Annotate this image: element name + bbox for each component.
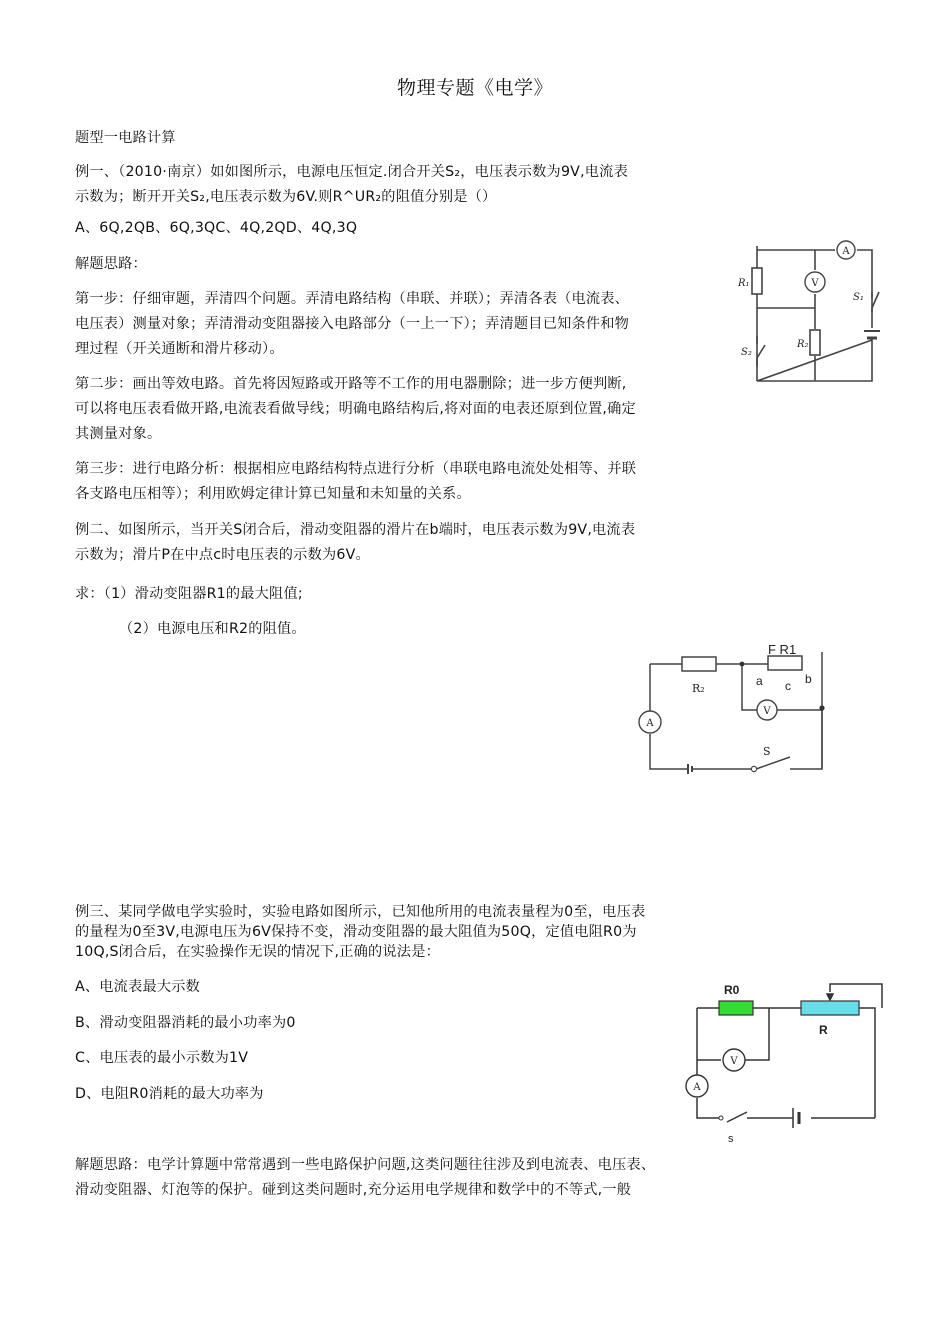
example1-options: A、6Q,2QB、6Q,3QC、4Q,2QD、4Q,3Q [75,220,358,236]
r2-label: R₂ [797,339,809,350]
step3-line: 各支路电压相等）；利用欧姆定律计算已知量和未知量的关系。 [75,486,471,502]
r1-label: R₁ [738,278,750,289]
page-title: 物理专题《电学》 [396,77,553,99]
circuit-diagram-1 [735,232,885,392]
terminal-c-label: c [785,679,791,693]
thinking-label: 解题思路： [75,256,147,272]
ammeter-label: A [646,718,654,729]
step1-line: 电压表）测量对象；弄清滑动变阻器接入电路部分（一上一下）；弄清题目已知条件和物 [75,316,630,332]
terminal-a-label: a [756,674,763,688]
ammeter-label: A [693,1082,701,1093]
example3-line: 10Q,S闭合后，在实验操作无误的情况下,正确的说法是： [75,944,440,960]
example3-option-b: B、滑动变阻器消耗的最小功率为0 [75,1015,296,1031]
example1-line: 示数为；断开开关S₂,电压表示数为6V.则R^UR₂的阻值分别是（） [75,189,497,205]
terminal-b-label: b [805,672,812,686]
ammeter-label: A [842,246,850,257]
rheostat-r [801,1001,859,1015]
voltmeter-label: V [763,706,771,717]
switch-label: S [763,745,771,758]
example2-question2: （2）电源电压和R2的阻值。 [119,621,306,637]
example2-question1: 求：（1）滑动变阻器R1的最大阻值; [75,586,303,602]
step1-line: 第一步：仔细审题，弄清四个问题。弄清电路结构（串联、并联）；弄清各表（电流表、 [75,291,630,307]
s1-label: S₁ [853,292,864,303]
step2-line: 可以将电压表看做开路,电流表看做导线；明确电路结构后,将对面的电表还原到位置,确定 [75,401,636,417]
example3-option-c: C、电压表的最小示数为1V [75,1050,249,1066]
example1-line: 例一、（2010·南京）如如图所示，电源电压恒定.闭合开关S₂，电压表示数为9V,电流表 [75,164,628,180]
step2-line: 其测量对象。 [75,426,162,442]
r2-label: R₂ [692,682,705,695]
example2-line: 示数为；滑片P在中点c时电压表的示数为6V。 [75,547,370,563]
s2-label: S₂ [741,347,752,358]
voltmeter-label: V [730,1056,738,1067]
resistor-r0 [719,1001,753,1015]
voltmeter-label: V [811,278,819,289]
final-thinking-line: 解题思路：电学计算题中常常遇到一些电路保护问题,这类问题往往涉及到电流表、电压表、 [75,1157,656,1173]
step2-line: 第二步：画出等效电路。首先将因短路或开路等不工作的用电器删除；进一步方便判断, [75,376,627,392]
circuit-diagram-3 [683,980,883,1145]
example3-option-d: D、电阻R0消耗的最大功率为 [75,1086,264,1102]
final-thinking-line: 滑动变阻器、灯泡等的保护。碰到这类问题时,充分运用电学规律和数学中的不等式,一般 [75,1182,632,1198]
r-label: R [819,1023,828,1037]
step3-line: 第三步：进行电路分析：根据相应电路结构特点进行分析（串联电路电流处处相等、并联 [75,461,637,477]
example3-line: 的量程为0至3V,电源电压为6V保持不变，滑动变阻器的最大阻值为50Q，定值电阻R0为 [75,924,637,940]
section-heading: 题型一电路计算 [75,130,176,146]
r0-label: R0 [724,983,740,997]
example2-line: 例二、如图所示，当开关S闭合后，滑动变阻器的滑片在b端时，电压表示数为9V,电流表 [75,522,636,538]
switch-label: s [728,1133,734,1145]
rheostat-label: F R1 [768,642,797,657]
example3-line: 例三、某同学做电学实验时，实验电路如图所示，已知他所用的电流表量程为0至，电压表 [75,904,646,920]
example3-option-a: A、电流表最大示数 [75,979,201,995]
circuit-diagram-2 [630,642,830,777]
step1-line: 理过程（开关通断和滑片移动）。 [75,341,284,357]
